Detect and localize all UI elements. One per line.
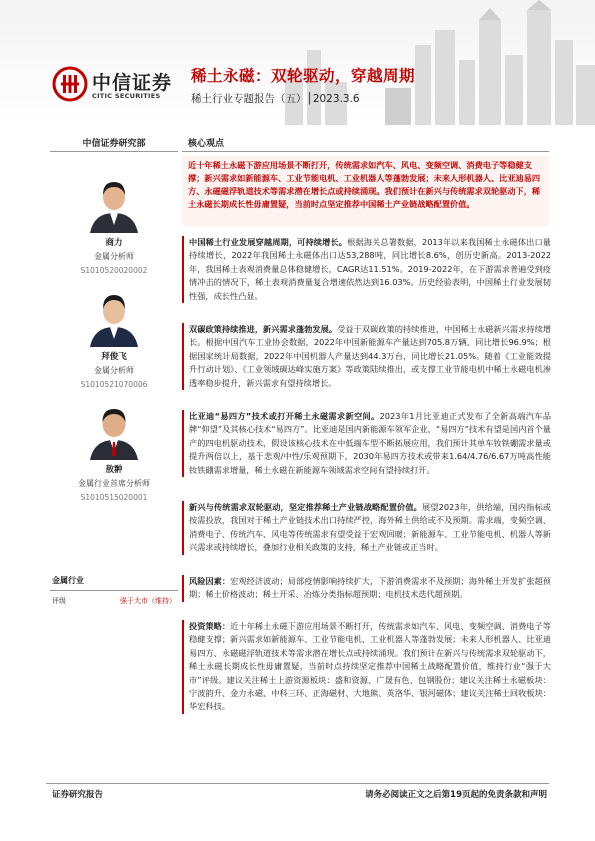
- bullet-paragraph: [184, 236, 551, 303]
- avatar: [84, 400, 144, 460]
- bullet-point: [182, 575, 551, 602]
- divider: [182, 151, 549, 152]
- bullet-text: 近十年稀土永磁下游应用场景不断打开，传统需求如汽车、风电、变频空调、消费电子等稳健支撑；新兴需求如新能源车、工业节能电机、工业机器人等蓬勃发展；未来人形机器人、比亚迪易四方、永磁磁浮轨道技术等需求潜在增长点或持续涌现。我们预计在新兴与传统需求双轮驱动下，稀土永磁长期成长性毋庸置疑，当前时点持续坚定推荐中国稀土战略配置价值，维持行业“强于大市”评级。建议关注稀土上游资源板块：盛和资源、广晟有色、包钢股份；建议关注稀土永磁板块：宁波韵升、金力永磁、中科三环、正海磁材、大地熊、英洛华、银河磁体；建议关注稀土回收板块：华宏科技。: [189, 621, 551, 712]
- bullet-paragraph: [184, 620, 551, 714]
- bullet-point: [182, 620, 551, 714]
- bullet-point: [182, 236, 551, 303]
- analyst-role: 金属分析师: [94, 252, 134, 261]
- summary-text: 近十年稀土永磁下游应用场景不断打开，传统需求如汽车、风电、变频空调、消费电子等稳健支撑；新兴需求如新能源车、工业节能电机、工业机器人等蓬勃发展；未来人形机器人、比亚迪易四方、永磁磁浮轨道技术等需求潜在增长点或持续涌现。我们预计在新兴与传统需求双轮驱动下，稀土永磁长期成长性毋庸置疑，当前时点坚定推荐中国稀土产业链战略配置价值。: [188, 160, 541, 209]
- analyst-license-id: S1010521070006: [80, 380, 148, 389]
- report-subtitle: 稀土行业专题报告（五）│2023.3.6: [191, 93, 360, 105]
- analyst-card: [50, 173, 178, 275]
- company-name-en: CITIC SECURITIES: [92, 92, 161, 100]
- analyst-name: 敖翀: [105, 465, 123, 475]
- bullet-text: 展望2023年，供给端，国内指标或按需投放，我国对于稀土产业链技术出口持续严控，海外稀土供给或不及预期。需求端，变频空调、消费电子、传统汽车、风电等传统需求有望受益于宏观回暖；新能源车、工业节能电机、机器人等新兴需求或持续增长，叠加行业相关政策的支持，稀土产业链或正当时。: [189, 502, 551, 553]
- bullet-lead: 比亚迪“易四方”技术或打开稀土永磁需求新空间。: [189, 411, 380, 421]
- rating-value: 强于大市（维持）: [120, 597, 176, 605]
- footer-report-type: 证券研究报告: [52, 790, 104, 800]
- avatar: [84, 173, 144, 233]
- analyst-license-id: S1010515020001: [80, 493, 148, 502]
- bullet-paragraph: [184, 501, 551, 555]
- analyst-name: 拜俊飞: [101, 352, 127, 362]
- bullet-lead: 新兴与传统需求双轮驱动，坚定推荐稀土产业链战略配置价值。: [189, 502, 422, 512]
- citic-logo-icon: [52, 66, 88, 102]
- analyst-name: 商力: [105, 238, 123, 248]
- divider: [50, 151, 178, 152]
- bullet-text: 根据海关总署数据，2013年以来我国稀土永磁体出口量持续增长，2022年我国稀土永磁体出口达53,288吨，同比增长8.6%，创历史新高。2013-2022年，我国稀土表观消费量总体稳健增长，CAGR达11.51%。2019-2022年，在下游需求普遍受到疫情冲击的情况下，稀土表观消费量复合增速依然达到16.03%。历史经验表明，中国稀土行业发展韧性强，成长性凸显。: [189, 237, 551, 301]
- bullet-point: [182, 410, 551, 477]
- rating-row: [50, 596, 178, 606]
- divider: [50, 590, 178, 591]
- bullet-paragraph: [184, 575, 551, 602]
- bullet-point: [182, 323, 551, 390]
- footer-divider: [46, 783, 549, 784]
- bullet-lead: 风险因素：: [189, 576, 231, 586]
- analyst-role: 金属分析师: [94, 366, 134, 375]
- bullet-text: 宏观经济波动；局部疫情影响持续扩大，下游消费需求不及预期；海外稀土开发扩张超预期；稀土价格波动；稀土开采、冶炼分类指标超预期；电机技术迭代超预期。: [189, 576, 551, 600]
- bullet-lead: 双碳政策持续推进，新兴需求蓬勃发展。: [189, 324, 338, 334]
- bullet-paragraph: [184, 323, 551, 390]
- research-dept-heading: 中信证券研究部: [82, 139, 146, 149]
- bullet-paragraph: [184, 410, 551, 477]
- core-views-heading: 核心观点: [188, 139, 225, 149]
- bullet-lead: 投资策略：: [189, 621, 231, 631]
- analyst-role: 金属行业首席分析师: [78, 479, 150, 488]
- industry-rating-box: [50, 575, 178, 606]
- bullet-text: 2023年1月比亚迪正式发布了全新高端汽车品牌“仰望”及其核心技术“易四方”。比亚迪是国内新能源车领军企业，“易四方”技术有望是国内首个量产的四电机驱动技术，假设该核心技术在中低端车型不断拓展应用，我们预计其单车钕铁硼需求量或提升两倍以上，基于悲观/中性/乐观预期下，2030年易四方技术或带来1.64/4.76/6.67万吨高性能钕铁硼需求增量，稀土永磁在新能源车领域需求空间有望持续打开。: [189, 411, 552, 475]
- footer-disclaimer-note: 请务必阅读正文之后第19页起的免责条款和声明: [365, 790, 547, 800]
- avatar: [84, 287, 144, 347]
- bullet-lead: 中国稀土行业发展穿越周期，可持续增长。: [189, 237, 348, 247]
- analyst-card: [50, 287, 178, 389]
- industry-label: 金属行业: [52, 576, 84, 585]
- bullet-text: 受益于双碳政策的持续推进，中国稀土永磁新兴需求持续增长。根据中国汽车工业协会数据，2022年中国新能源车产量达到705.8万辆，同比增长96.9%；根据国家统计局数据，2022年中国机器人产量达到44.3万台，同比增长21.05%。随着《工业能效提升行动计划》、《工业领域碳达峰实施方案》等政策陆续推出，或支撑工业节能电机中稀土永磁电机渗透率稳步提升，新兴需求有望持续增长。: [189, 324, 551, 388]
- report-header: [0, 0, 595, 125]
- city-skyline-illustration: [265, 0, 595, 125]
- company-name-cn: 中信证券: [92, 72, 173, 94]
- report-title: 稀土永磁：双轮驱动，穿越周期: [191, 67, 416, 85]
- analyst-license-id: S1010520020002: [80, 266, 148, 275]
- summary-box: [182, 156, 549, 226]
- rating-label: 评级: [52, 597, 66, 605]
- bullet-point: [182, 501, 551, 555]
- analyst-card: [50, 400, 178, 502]
